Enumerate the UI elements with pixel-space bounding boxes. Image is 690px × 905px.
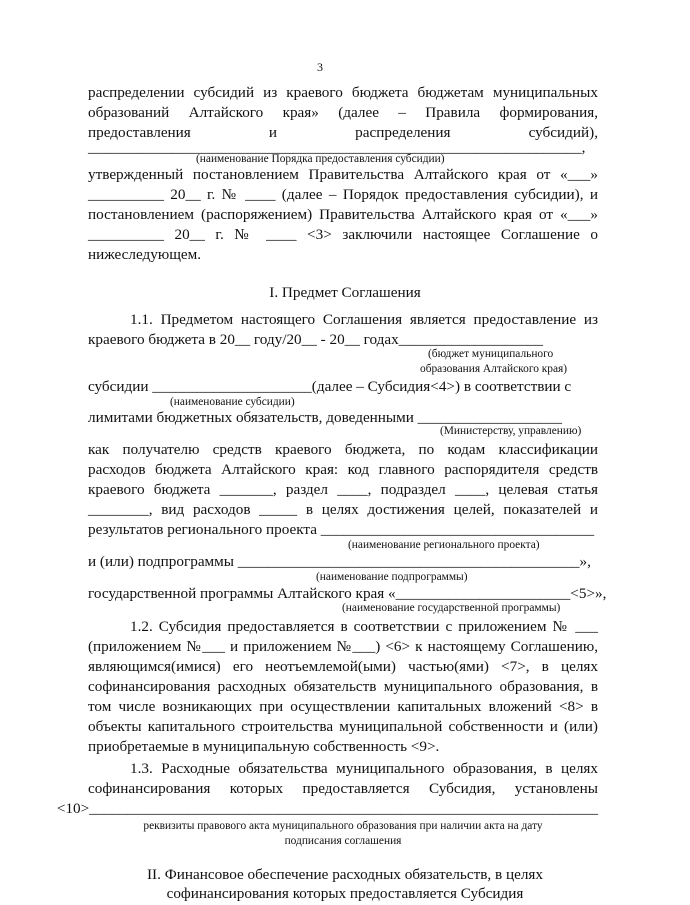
text-line: как получателю средств краевого бюджета, по кодам классификации [88,441,598,458]
text-line: ________, вид расходов _____ в целях достижения целей, показателей и [88,501,598,518]
blank-line: ___________________________________________________________________<10> [56,800,598,817]
text-line: 1.3. Расходные обязательства муниципального образования, в целях [130,760,598,777]
field-note: реквизиты правового акта муниципального образования при наличии акта на дату [143,820,543,832]
text-line: субсидии _____________________(далее – Субсидия<4>) в соответствии с [88,378,572,395]
text-line: государственной программы Алтайского края «_______________________<5>», [88,585,607,602]
field-note: (наименование субсидии) [170,396,295,408]
text-line: утвержденный постановлением Правительства Алтайского края от «___» [88,166,598,183]
text-line: том числе возникающих при осуществлении капитальных вложений <8> в [88,698,598,715]
text-line: краевого бюджета _______, раздел ____, подраздел ____, целевая статья [88,481,598,498]
blank-line: _________________________________________________________________, [88,139,586,156]
section-heading-2: II. Финансовое обеспечение расходных обязательств, в целях [147,866,543,883]
field-note: (наименование подпрограммы) [316,571,468,583]
field-note: (наименование Порядка предоставления субсидии) [196,153,445,165]
text-line: предоставления и распределения субсидий), [88,124,598,141]
text-line: краевого бюджета в 20__ году/20__ - 20__ годах___________________ [88,331,544,348]
text-line: 1.1. Предметом настоящего Соглашения является предоставление из [130,311,598,328]
field-note: (наименование государственной программы) [342,602,561,614]
text-line: являющимся(имися) его неотъемлемой(ыми) частью(ями) <7>, в целях [88,658,598,675]
text-line: распределении субсидий из краевого бюджета бюджетам муниципальных [88,84,598,101]
page-number: 3 [317,60,323,74]
text-line: __________ 20__ г. № ____ (далее – Порядок предоставления субсидии), и [88,186,598,203]
field-note: (наименование регионального проекта) [348,539,540,551]
text-line: софинансирования расходных обязательств муниципального образования, в [88,678,598,695]
text-line: лимитами бюджетных обязательств, доведенными ___________________ [88,409,562,426]
text-line: (приложением №___ и приложением №___) <6> к настоящему Соглашению, [88,638,598,655]
text-line: расходов бюджета Алтайского края: код главного распорядителя средств [88,461,598,478]
section-heading-2: софинансирования которых предоставляется Субсидия [166,885,524,902]
text-line: приобретаемые в муниципальную собственность <9>. [88,738,440,755]
text-line: постановлением (распоряжением) Правительства Алтайского края от «___» [88,206,598,223]
field-note: (Министерству, управлению) [440,425,582,437]
text-line: 1.2. Субсидия предоставляется в соответствии с приложением № ___ [130,618,598,635]
text-line: софинансирования которых предоставляется Субсидия, установлены [88,780,598,797]
text-line: образований Алтайского края» (далее – Правила формирования, [88,104,598,121]
text-line: результатов регионального проекта ____________________________________ [88,521,595,538]
section-heading-1: I. Предмет Соглашения [269,284,421,301]
field-note: подписания соглашения [284,835,402,847]
text-line: объекты капитального строительства муниципальной собственности и (или) [88,718,598,735]
field-note: образования Алтайского края) [420,363,568,375]
text-line: нижеследующем. [88,246,202,263]
text-line: __________ 20__ г. № ____ <3> заключили настоящее Соглашение о [88,226,598,243]
field-note: (бюджет муниципального [428,348,554,360]
text-line: и (или) подпрограммы _____________________________________________», [88,553,591,570]
